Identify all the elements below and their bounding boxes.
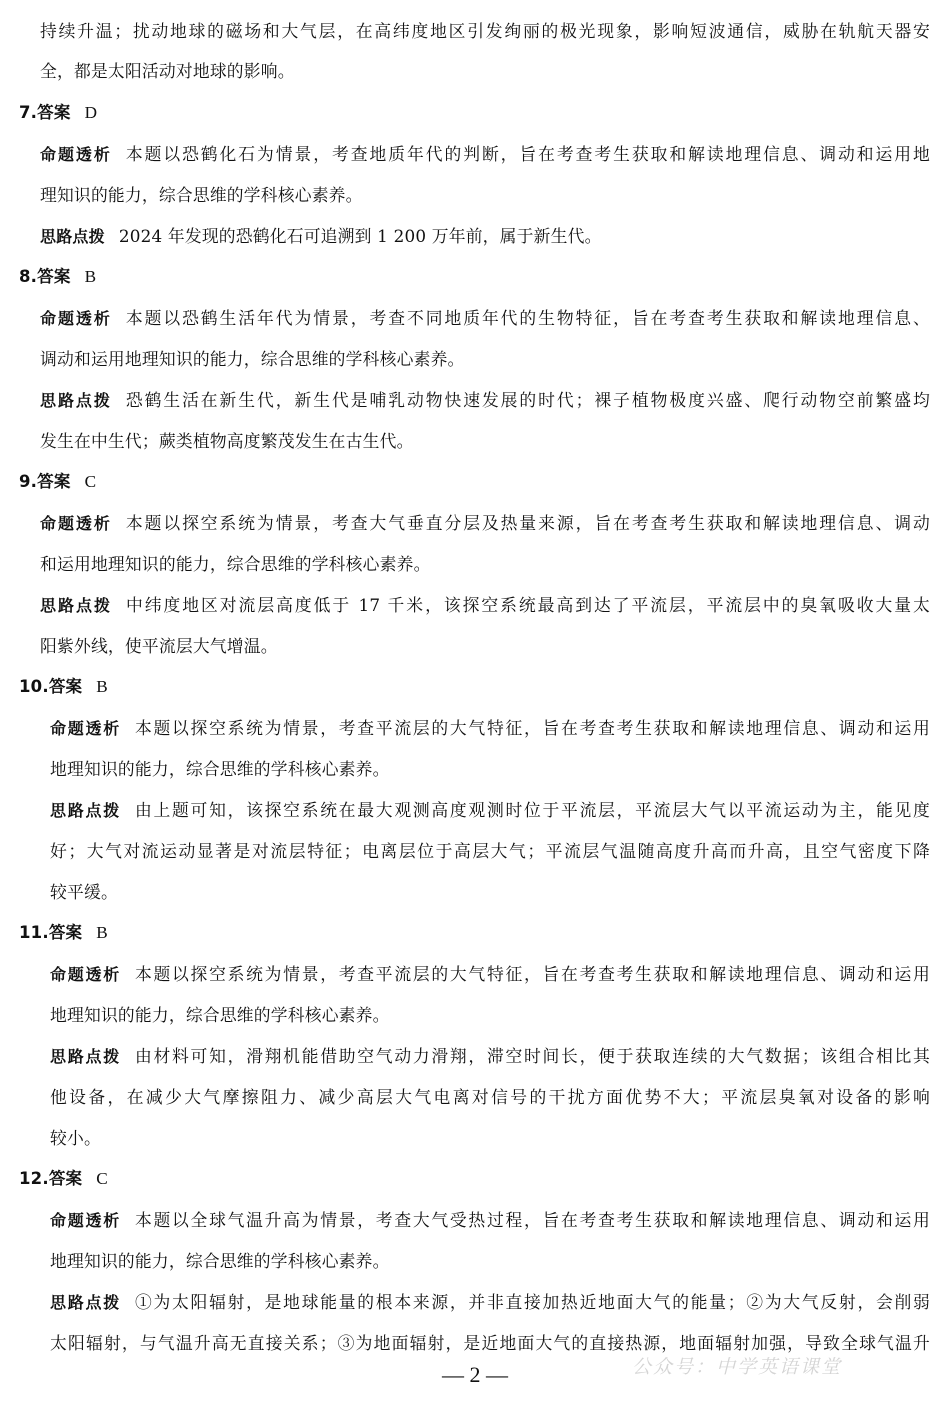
answer-value: D <box>84 103 98 122</box>
answer-value: B <box>96 677 108 696</box>
answer-label: 答案 <box>48 1169 83 1188</box>
page-number: — 2 — <box>442 1362 508 1387</box>
hint-line: 阳紫外线，使平流层大气增温。 <box>40 636 278 656</box>
hint-line: 较平缓。 <box>50 882 118 902</box>
hint-line: 他设备，在减少大气摩擦阻力、减少高层大气电离对信号的干扰方面优势不大；平流层臭氧对设备的影响 <box>50 1087 930 1107</box>
answer-label: 答案 <box>37 472 71 491</box>
analysis-label: 命题透析 <box>40 309 112 328</box>
hint-label: 思路点拨 <box>50 1047 121 1066</box>
answer-value: C <box>96 1169 108 1188</box>
hint-text: ①为太阳辐射，是地球能量的根本来源，并非直接加热近地面大气的能量；②为大气反射，会削弱 <box>134 1292 930 1312</box>
hint-line <box>40 593 930 618</box>
answer-heading-8 <box>19 265 96 289</box>
analysis-text: 本题以探空系统为情景，考查大气垂直分层及热量来源，旨在考查考生获取和解读地理信息、调动 <box>125 513 930 533</box>
analysis-line: 和运用地理知识的能力，综合思维的学科核心素养。 <box>40 554 431 574</box>
hint-line: 发生在中生代；蕨类植物高度繁茂发生在古生代。 <box>40 431 414 451</box>
analysis-text: 本题以探空系统为情景，考查平流层的大气特征，旨在考查考生获取和解读地理信息、调动和运用 <box>134 718 930 738</box>
analysis-text: 本题以恐鹤生活年代为情景，考查不同地质年代的生物特征，旨在考查考生获取和解读地理信息、 <box>125 308 930 328</box>
answer-label: 答案 <box>48 923 83 942</box>
hint-text: 恐鹤生活在新生代，新生代是哺乳动物快速发展的时代；裸子植物极度兴盛、爬行动物空前繁盛均 <box>125 390 930 410</box>
hint-text: 2024 年发现的恐鹤化石可追溯到 1 200 万年前，属于新生代。 <box>118 226 602 246</box>
hint-line <box>50 798 930 823</box>
hint-line: 太阳辐射，与气温升高无直接关系；③为地面辐射，是近地面大气的直接热源，地面辐射加强，导致全球气温升 <box>50 1333 930 1353</box>
analysis-line: 地理知识的能力，综合思维的学科核心素养。 <box>50 1251 390 1271</box>
analysis-label: 命题透析 <box>50 719 121 738</box>
hint-line <box>50 1290 930 1315</box>
item-number: 7. <box>19 103 38 122</box>
hint-line <box>40 388 930 413</box>
analysis-text: 本题以恐鹤化石为情景，考查地质年代的判断，旨在考查考生获取和解读地理信息、调动和运用地 <box>125 144 930 164</box>
analysis-line <box>50 716 930 741</box>
hint-text: 由上题可知，该探空系统在最大观测高度观测时位于平流层，平流层大气以平流运动为主，能见度 <box>134 800 930 820</box>
hint-text: 中纬度地区对流层高度低于 17 千米，该探空系统最高到达了平流层，平流层中的臭氧吸收大量太 <box>125 595 930 615</box>
hint-line: 较小。 <box>50 1128 101 1148</box>
analysis-text: 本题以全球气温升高为情景，考查大气受热过程，旨在考查考生获取和解读地理信息、调动和运用 <box>134 1210 930 1230</box>
answer-label: 答案 <box>48 677 83 696</box>
analysis-text: 本题以探空系统为情景，考查平流层的大气特征，旨在考查考生获取和解读地理信息、调动和运用 <box>134 964 930 984</box>
analysis-label: 命题透析 <box>40 145 112 164</box>
answer-value: B <box>84 267 97 286</box>
item-number: 8. <box>19 267 38 286</box>
analysis-line: 理知识的能力，综合思维的学科核心素养。 <box>40 185 363 205</box>
hint-line <box>50 1044 930 1069</box>
hint-label: 思路点拨 <box>50 801 121 820</box>
hint-label: 思路点拨 <box>50 1293 121 1312</box>
analysis-line <box>40 511 930 536</box>
answer-value: B <box>96 923 108 942</box>
answer-heading-12 <box>19 1167 108 1191</box>
item-number: 9. <box>19 472 38 491</box>
hint-label: 思路点拨 <box>40 391 112 410</box>
intro-line-1: 持续升温；扰动地球的磁场和大气层，在高纬度地区引发绚丽的极光现象，影响短波通信，威胁在轨航天器安 <box>40 21 930 41</box>
watermark-text: 公众号：中学英语课堂 <box>632 1356 843 1378</box>
analysis-line <box>50 1208 930 1233</box>
answer-heading-11 <box>19 921 108 945</box>
answer-label: 答案 <box>37 267 71 286</box>
analysis-label: 命题透析 <box>50 965 121 984</box>
analysis-line: 地理知识的能力，综合思维的学科核心素养。 <box>50 1005 390 1025</box>
analysis-label: 命题透析 <box>50 1211 121 1230</box>
analysis-label: 命题透析 <box>40 514 112 533</box>
hint-line <box>40 224 602 249</box>
answer-heading-10 <box>19 675 108 699</box>
item-number: 10. <box>19 677 49 696</box>
hint-label: 思路点拨 <box>40 227 105 246</box>
analysis-line: 地理知识的能力，综合思维的学科核心素养。 <box>50 759 390 779</box>
analysis-line <box>40 306 930 331</box>
analysis-line <box>50 962 930 987</box>
item-number: 12. <box>19 1169 49 1188</box>
hint-label: 思路点拨 <box>40 596 112 615</box>
item-number: 11. <box>19 923 49 942</box>
analysis-line <box>40 142 930 167</box>
hint-line: 好；大气对流运动显著是对流层特征；电离层位于高层大气；平流层气温随高度升高而升高，且空气密度下降 <box>50 841 930 861</box>
intro-line-2: 全，都是太阳活动对地球的影响。 <box>40 61 295 81</box>
answer-value: C <box>84 472 97 491</box>
hint-text: 由材料可知，滑翔机能借助空气动力滑翔，滞空时间长，便于获取连续的大气数据；该组合相比其 <box>134 1046 930 1066</box>
answer-heading-7 <box>19 101 97 125</box>
answer-heading-9 <box>19 470 96 494</box>
answer-label: 答案 <box>37 103 71 122</box>
analysis-line: 调动和运用地理知识的能力，综合思维的学科核心素养。 <box>40 349 465 369</box>
